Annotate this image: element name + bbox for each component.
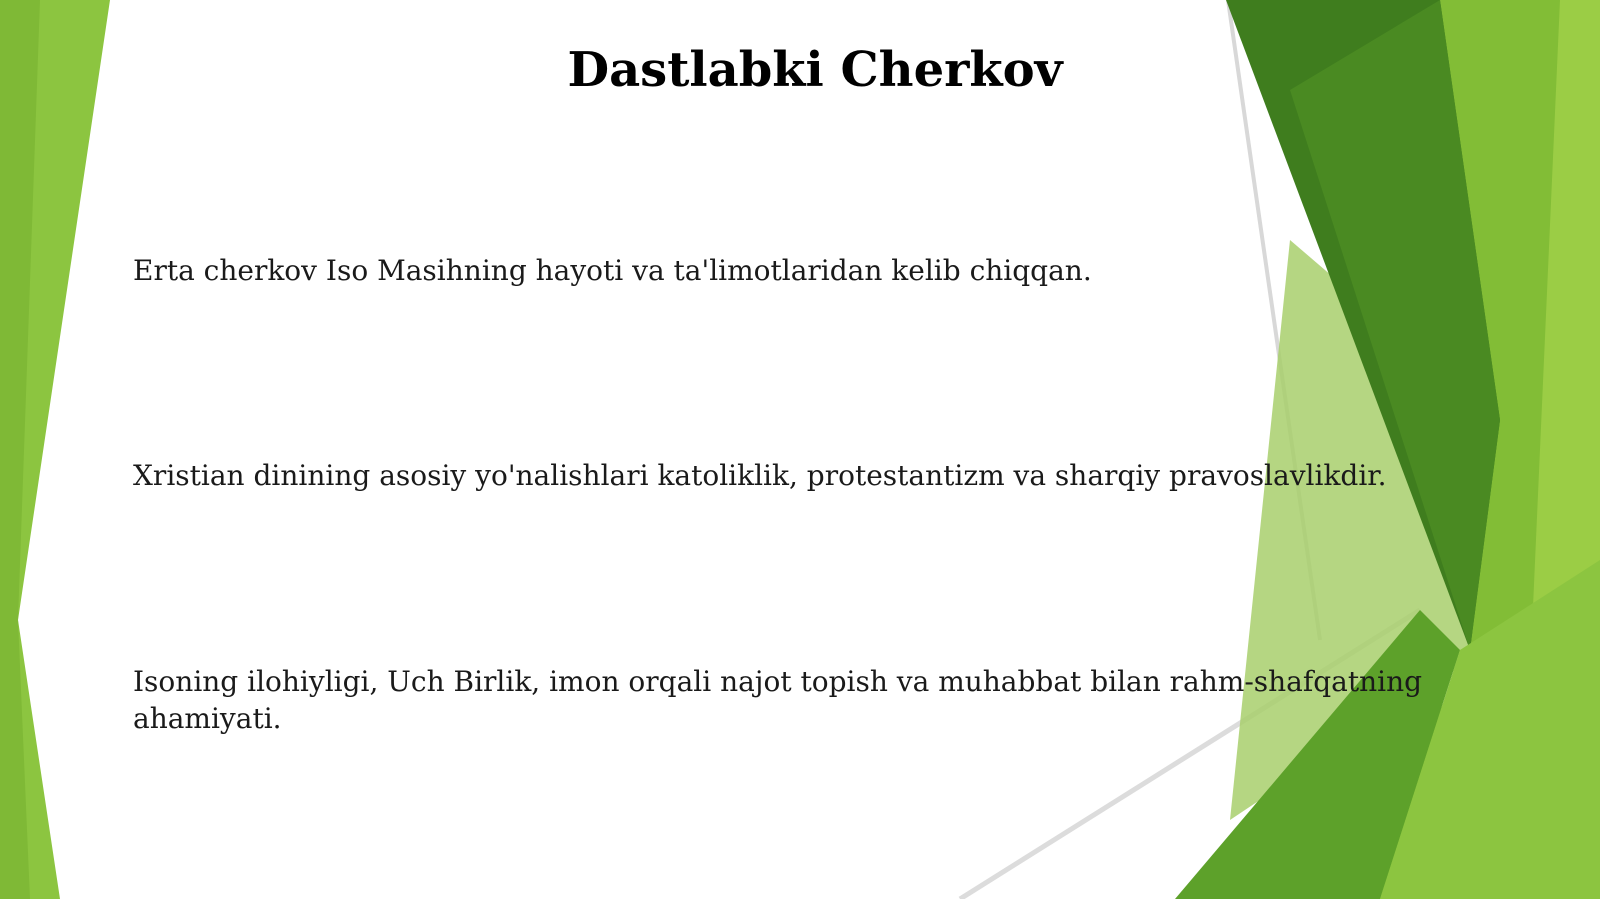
slide-title: Dastlabki Cherkov [567,42,1063,98]
bullet-text-3: Isoning ilohiyligi, Uch Birlik, imon orqali najot topish va muhabbat bilan rahm-shafqatning ahamiyati. [133,665,1423,735]
bullet-text-1: Erta cherkov Iso Masihning hayoti va ta'limotlaridan kelib chiqqan. [133,254,1092,287]
bullet-text-2: Xristian dinining asosiy yo'nalishlari katoliklik, protestantizm va sharqiy pravoslavlikdir. [133,459,1387,492]
